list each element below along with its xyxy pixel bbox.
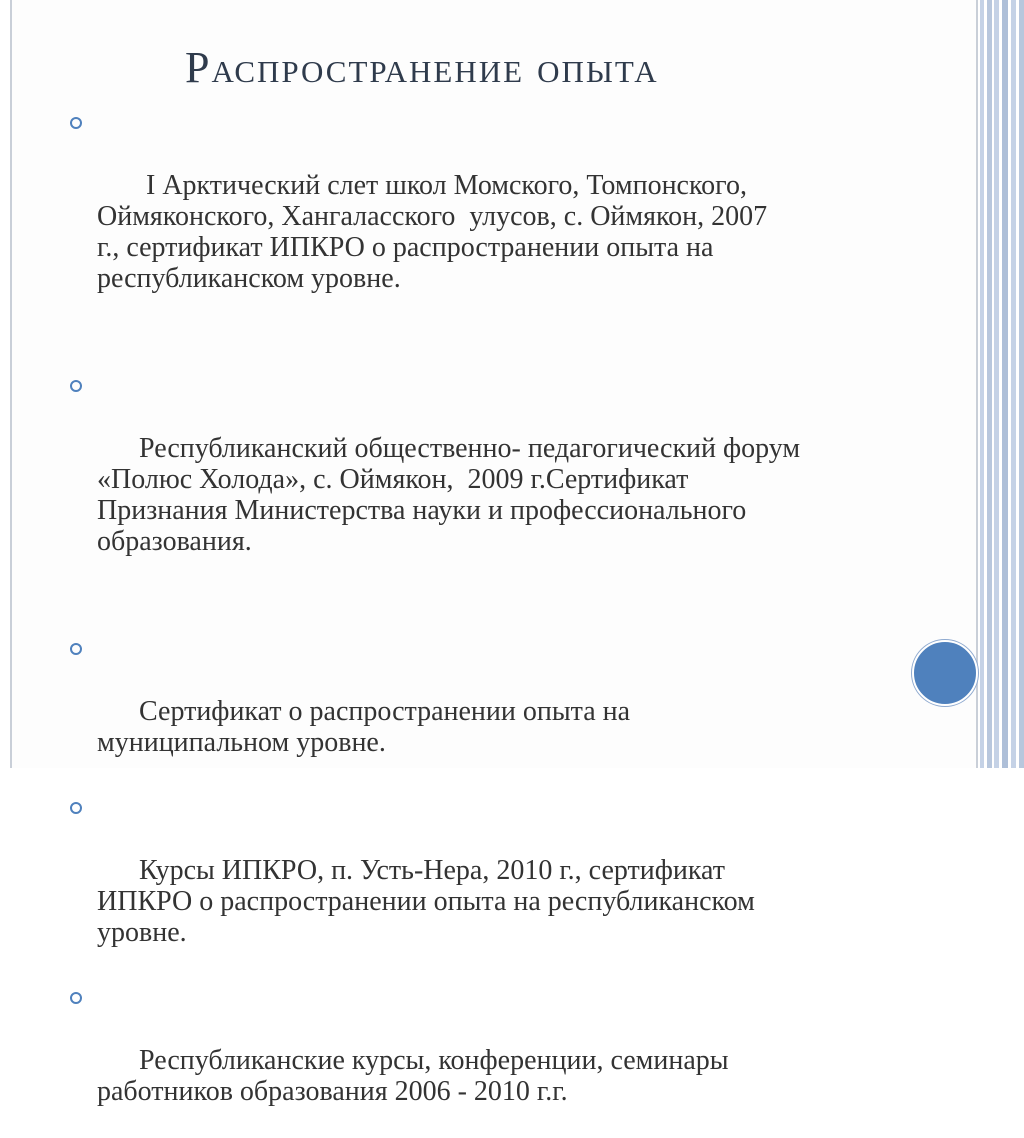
bullet-icon	[70, 380, 82, 392]
list-item-text: Сертификат о распространении опыта на муниципальном уровне.	[97, 696, 631, 758]
slide-title: Распространение опыта	[185, 43, 659, 92]
list-item	[70, 108, 950, 325]
list-item	[70, 793, 950, 979]
list-item-text: Курсы ИПКРО, п. Усть-Нера, 2010 г., сертификат ИПКРО о распространении опыта на республиканском уровне.	[97, 855, 755, 948]
list-item-text: Республиканские курсы, конференции, семинары работников образования 2006 - 2010 г.г.	[97, 1045, 729, 1107]
list-item-text: Республиканский общественно- педагогический форум «Полюс Холода», с. Оймякон, 2009 г.Сертификат Признания Министерства науки и профессионального образования.	[97, 433, 801, 557]
list-item	[70, 371, 950, 588]
bullet-list	[70, 108, 950, 1138]
list-item-text: I Арктический слет школ Момского, Томпонского, Оймяконского, Хангаласского улусов, с. Оймякон, 2007 г., сертификат ИПКРО о распространении опыта на республиканском уровне.	[97, 170, 768, 294]
bullet-icon	[70, 802, 82, 814]
list-item	[70, 634, 950, 789]
decorative-circle-icon	[912, 640, 978, 706]
bullet-icon	[70, 643, 82, 655]
bullet-icon	[70, 992, 82, 1004]
list-item	[70, 983, 950, 1138]
decorative-stripes	[978, 0, 1024, 768]
bullet-icon	[70, 117, 82, 129]
